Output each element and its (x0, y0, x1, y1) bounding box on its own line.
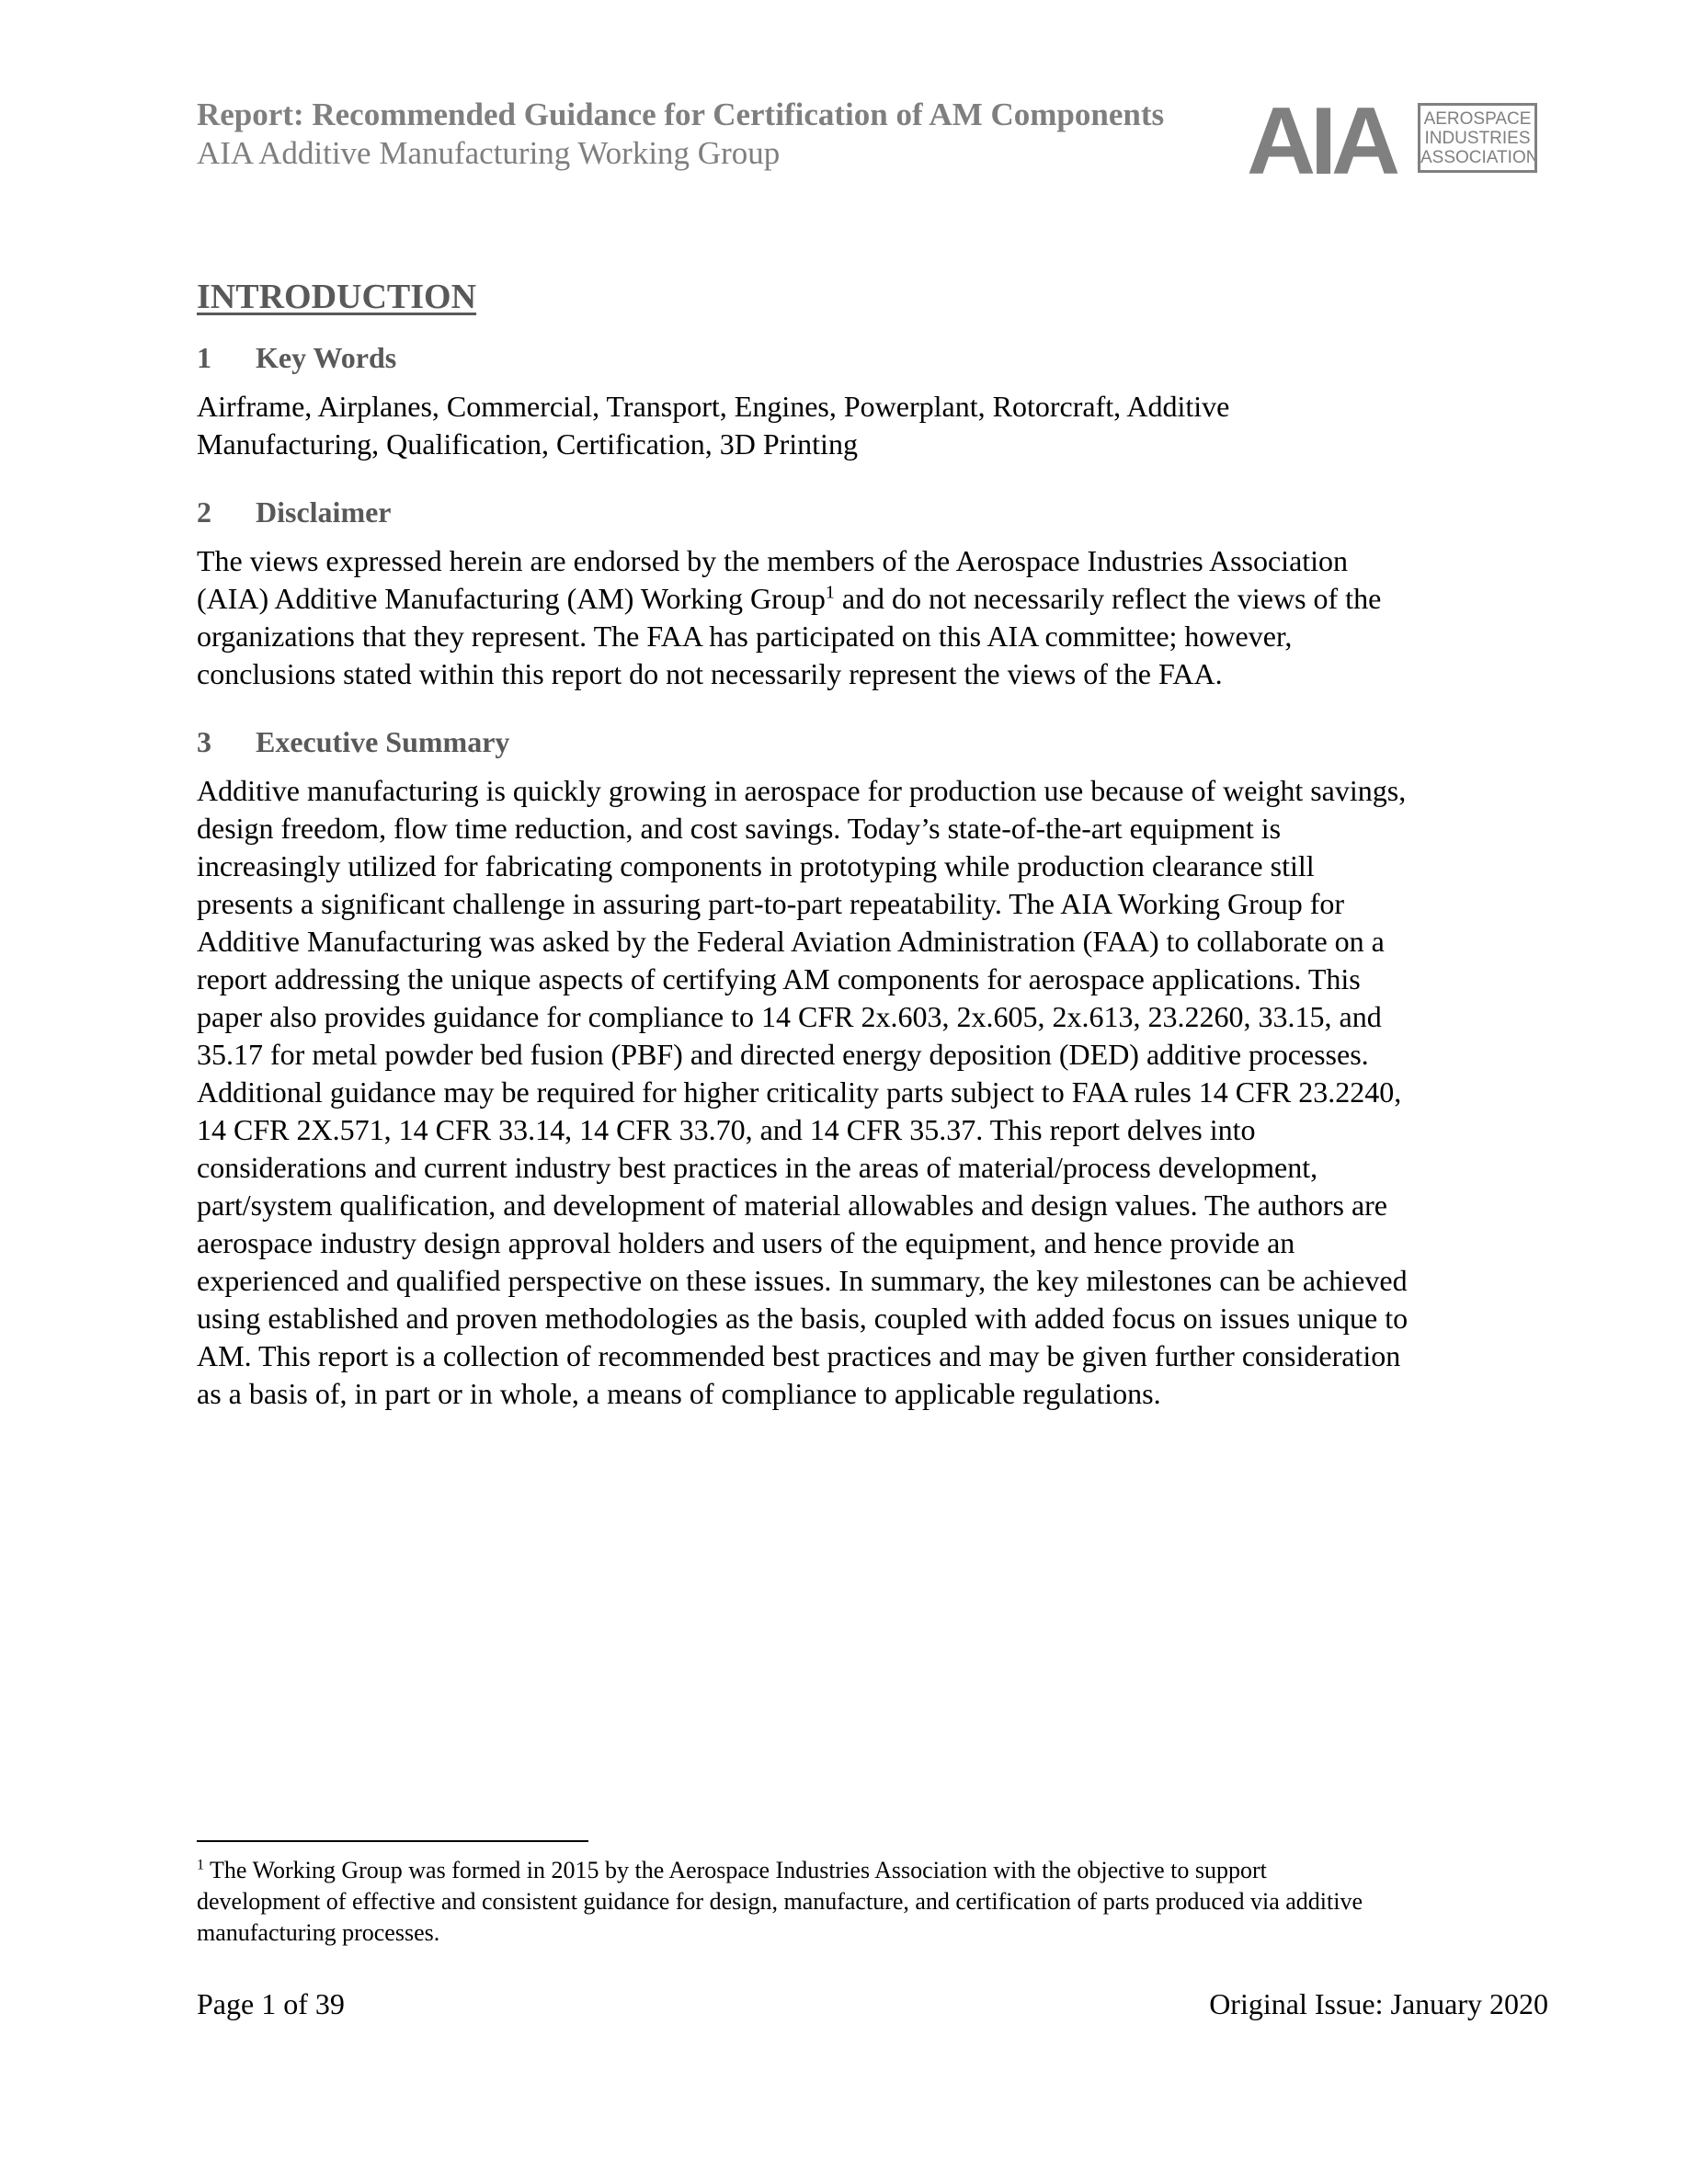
paragraph-line-text: and do not necessarily reflect the views of the (834, 582, 1382, 615)
page-number: Page 1 of 39 (197, 1987, 345, 2020)
section-heading-label: Executive Summary (256, 725, 510, 758)
paragraph-line: organizations that they represent. The FAA has participated on this AIA committee; however, (197, 620, 1293, 653)
section-title-introduction: INTRODUCTION (197, 278, 477, 316)
paragraph-line: experienced and qualified perspective on these issues. In summary, the key milestones can be achieved (197, 1264, 1408, 1297)
footnote-text: The Working Group was formed in 2015 by the Aerospace Industries Association with the objective to support (204, 1857, 1267, 1883)
aia-logo-wordmark (1418, 103, 1537, 173)
paragraph-line: design freedom, flow time reduction, and cost savings. Today’s state-of-the-art equipment is (197, 812, 1282, 845)
paragraph-line: 14 CFR 2X.571, 14 CFR 33.14, 14 CFR 33.70, and 14 CFR 35.37. This report delves into (197, 1113, 1256, 1146)
disclaimer-paragraph (197, 542, 1548, 693)
paragraph-line: AM. This report is a collection of recommended best practices and may be given further consideration (197, 1339, 1401, 1372)
paragraph-line: part/system qualification, and development of material allowables and design values. The authors are (197, 1189, 1387, 1222)
paragraph-line: Additive Manufacturing was asked by the Federal Aviation Administration (FAA) to collaborate on a (197, 925, 1385, 958)
paragraph-line: using established and proven methodologies as the basis, coupled with added focus on issues unique to (197, 1302, 1409, 1335)
paragraph-line: as a basis of, in part or in whole, a means of compliance to applicable regulations. (197, 1377, 1161, 1410)
issue-date: Original Issue: January 2020 (1209, 1987, 1548, 2020)
section-heading-label: Disclaimer (256, 495, 392, 529)
section-number: 1 (197, 341, 211, 374)
section-number: 2 (197, 495, 211, 529)
paragraph-line (197, 580, 1548, 618)
paragraph-line: report addressing the unique aspects of certifying AM components for aerospace applications. This (197, 962, 1361, 995)
running-header (197, 96, 1208, 173)
section-heading-label: Key Words (256, 341, 397, 374)
section-number: 3 (197, 725, 211, 758)
paragraph-line: Additive manufacturing is quickly growing in aerospace for production use because of weight savings, (197, 774, 1407, 807)
section-heading-disclaimer (197, 495, 1548, 529)
paragraph-line-text: (AIA) Additive Manufacturing (AM) Working Group (197, 582, 826, 615)
report-subtitle: AIA Additive Manufacturing Working Group (197, 135, 781, 171)
paragraph-line: aerospace industry design approval holders and users of the equipment, and hence provide an (197, 1226, 1295, 1259)
footnote-line: manufacturing processes. (197, 1919, 440, 1946)
paragraph-line: Manufacturing, Qualification, Certification, 3D Printing (197, 427, 858, 461)
paragraph-line: The views expressed herein are endorsed by the members of the Aerospace Industries Association (197, 544, 1349, 577)
key-words-paragraph (197, 388, 1548, 463)
footnote-marker: 1 (197, 1857, 204, 1873)
paragraph-line: presents a significant challenge in assuring part-to-part repeatability. The AIA Working Group for (197, 887, 1345, 920)
paragraph-line: paper also provides guidance for compliance to 14 CFR 2x.603, 2x.605, 2x.613, 23.2260, 33.15, and (197, 1000, 1382, 1033)
paragraph-line: Additional guidance may be required for higher criticality parts subject to FAA rules 14 CFR 23.2240, (197, 1075, 1402, 1109)
report-title: Report: Recommended Guidance for Certification of AM Components (197, 97, 1165, 132)
executive-summary-paragraph (197, 772, 1548, 1413)
section-heading-key-words (197, 340, 1548, 375)
footnote-line (197, 1855, 1548, 1886)
paragraph-line: 35.17 for metal powder bed fusion (PBF) and directed energy deposition (DED) additive processes. (197, 1038, 1369, 1071)
logo-line-association: ASSOCIATION (1420, 148, 1539, 167)
aia-logo-mark: AIA (1247, 88, 1396, 195)
aia-logo (1247, 88, 1546, 195)
paragraph-line: conclusions stated within this report do not necessarily represent the views of the FAA. (197, 657, 1223, 690)
paragraph-line: increasingly utilized for fabricating components in prototyping while production clearance still (197, 849, 1315, 882)
main-content (197, 276, 1548, 1444)
paragraph-line: considerations and current industry best practices in the areas of material/process development, (197, 1151, 1318, 1184)
logo-line-aerospace: AEROSPACE (1423, 109, 1532, 129)
logo-line-industries: INDUSTRIES (1424, 129, 1531, 148)
section-heading-executive-summary (197, 724, 1548, 759)
footnote-line: development of effective and consistent guidance for design, manufacture, and certification of parts produced via additive (197, 1888, 1363, 1915)
footnote-reference[interactable]: 1 (825, 582, 835, 603)
footnote-separator (197, 1840, 588, 1842)
paragraph-line: Airframe, Airplanes, Commercial, Transport, Engines, Powerplant, Rotorcraft, Additive (197, 390, 1230, 423)
footnote (197, 1855, 1548, 1949)
